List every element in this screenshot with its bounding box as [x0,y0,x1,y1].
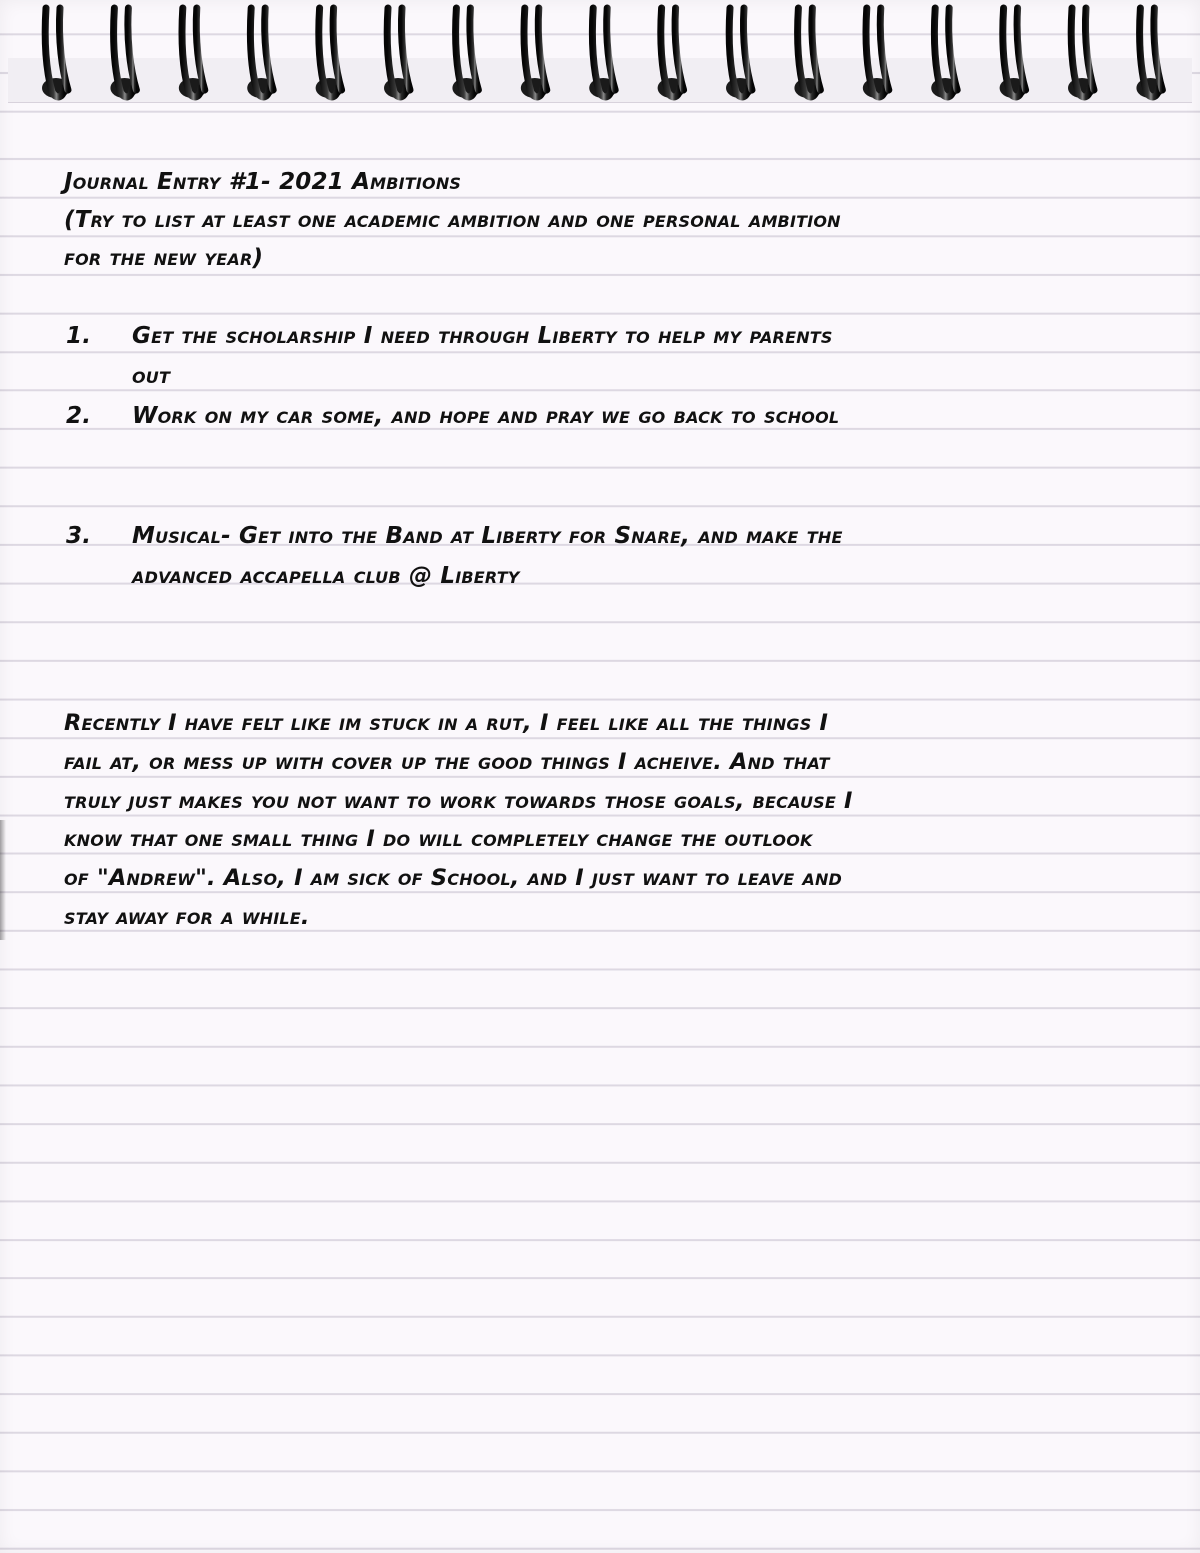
ambition-text-line-1: Get the scholarship I need through Liberty to help my parents [132,323,833,349]
spiral-coil-icon [247,8,275,98]
reflection-line: Recently I have felt like im stuck in a rut, I feel like all the things I [64,710,829,736]
spiral-coil-icon [316,8,344,98]
spiral-coil-icon [110,8,138,98]
spiral-coil-icon [931,8,959,98]
spiral-coil-icon [1068,8,1096,98]
reflection-paragraph [64,704,853,937]
ambition-number: 2. [66,403,92,429]
spiral-coil-icon [726,8,754,98]
journal-header [64,163,841,277]
entry-prompt-line-1: (Try to list at least one academic ambition and one personal ambition [64,207,841,233]
ambition-number: 3. [66,523,92,549]
spiral-coil-icon [1136,8,1164,98]
spiral-coil-icon [1000,8,1028,98]
ambition-number: 1. [66,323,92,349]
spiral-coil-icon [179,8,207,98]
spiral-coil-icon [589,8,617,98]
spiral-coil-icon [863,8,891,98]
page-edge-shadow [0,820,6,940]
reflection-line: know that one small thing I do will completely change the outlook [64,826,813,853]
spiral-coil-icon [794,8,822,98]
entry-title: Journal Entry #1- 2021 Ambitions [64,169,462,195]
ambition-text-line-2: out [132,363,171,389]
ambition-item-3 [66,516,1186,596]
spiral-coil-icon [452,8,480,98]
reflection-line: of "Andrew". Also, I am sick of School, and I just want to leave and [64,865,843,892]
reflection-line: truly just makes you not want to work towards those goals, because I [64,787,853,814]
spiral-coil-icon [42,8,70,98]
reflection-line: stay away for a while. [64,903,310,930]
reflection-line: fail at, or mess up with cover up the good things I acheive. And that [64,748,830,775]
ambition-text-line-1: Musical- Get into the Band at Liberty for Snare, and make the [132,523,843,549]
spiral-binding-icon [0,0,1200,112]
spiral-coil-icon [521,8,549,98]
spiral-coil-icon [658,8,686,98]
ambition-text-line-1: Work on my car some, and hope and pray we go back to school [132,403,840,429]
ambition-item-1 [66,316,1186,396]
entry-prompt-line-2: for the new year) [64,245,264,271]
ambition-text-line-2: advanced accapella club @ Liberty [132,563,520,589]
spiral-coil-icon [384,8,412,98]
ambition-item-2 [66,396,1186,476]
